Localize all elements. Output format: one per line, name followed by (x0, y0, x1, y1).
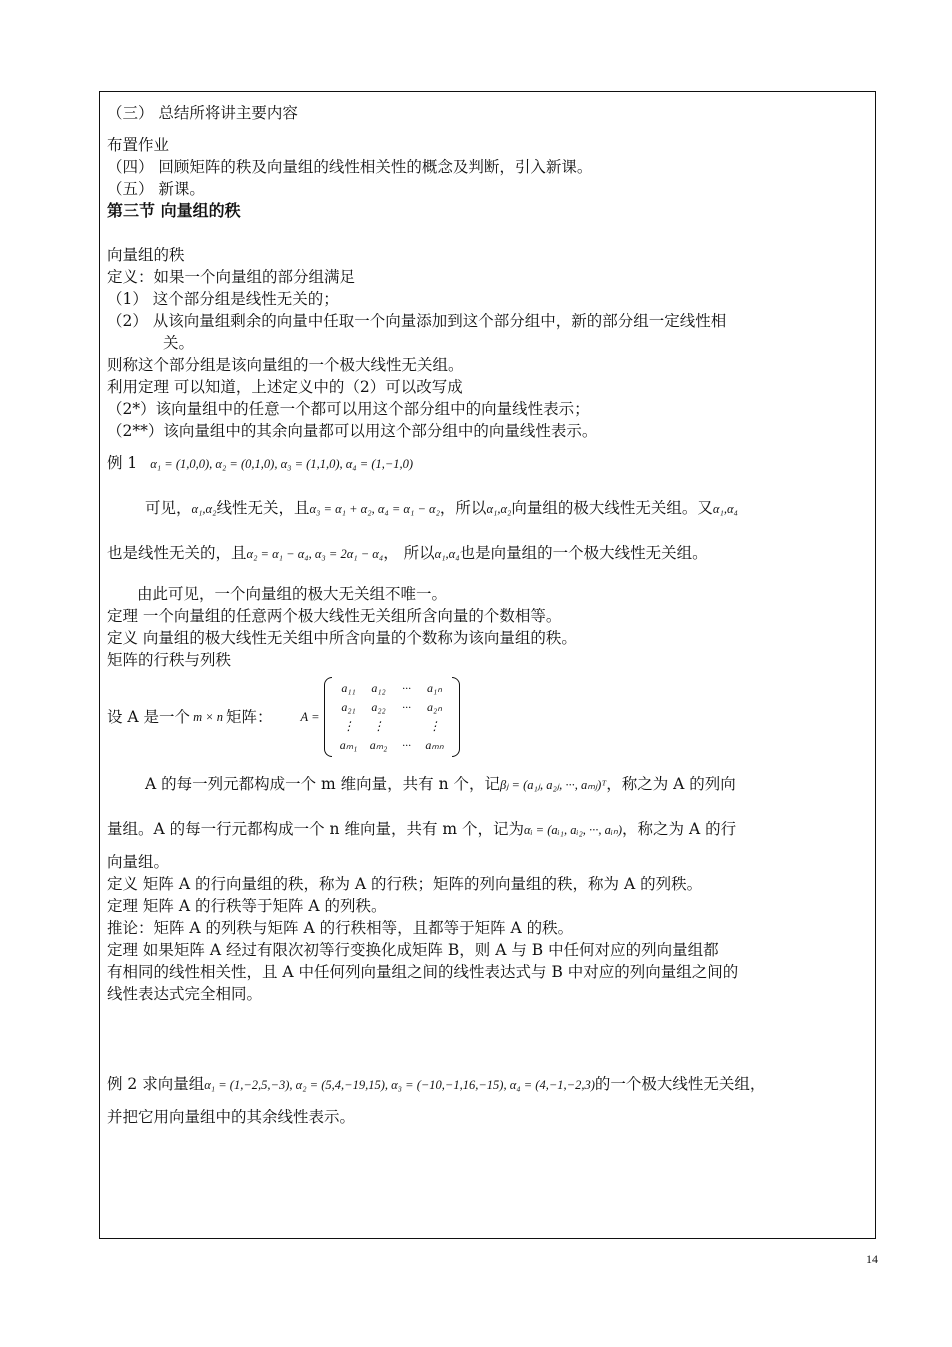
math-expression: α₁,α₄ (434, 547, 460, 561)
text-line: 推论：矩阵 A 的列秩与矩阵 A 的行秩相等，且都等于矩阵 A 的秩。 (107, 919, 574, 937)
page-content (107, 102, 869, 1128)
text-line: 布置作业 (107, 136, 170, 154)
section-heading: 第三节 向量组的秩 (107, 201, 241, 220)
paragraph-line (107, 497, 869, 520)
math-expression: αᵢ = (aᵢ₁, aᵢ₂, ···, aᵢₙ) (524, 823, 623, 837)
matrix-A (301, 677, 460, 757)
text-span: ，称之为 A 的列向 (606, 775, 736, 793)
text-span: 也是线性无关的，且 (107, 544, 247, 562)
matrix-entry: a₂₂ (371, 700, 386, 714)
text-line: （2*）该向量组中的任意一个都可以用这个部分组中的向量线性表示； (107, 400, 590, 418)
text-line: （2） 从该向量组剩余的向量中任取一个向量添加到这个部分组中，新的部分组一定线性相 (107, 312, 727, 330)
text-span: ，称之为 A 的行 (622, 820, 737, 838)
matrix-entry: a₂ₙ (427, 700, 442, 714)
text-line: （三） 总结所将讲主要内容 (107, 104, 298, 122)
text-line: 则称这个部分组是该向量组的一个极大线性无关组。 (107, 356, 464, 374)
text-line: 向量组。 (107, 853, 170, 871)
text-span: ， 所以 (383, 544, 435, 562)
matrix-entry: ⋮ (372, 719, 385, 733)
text-line: 定义 向量组的极大线性无关组中所含向量的个数称为该向量组的秩。 (107, 629, 577, 647)
math-expression: α₂ = α₁ − α₄, α₃ = 2α₁ − α₄ (246, 547, 384, 561)
example-label: 例 1 (107, 454, 138, 472)
text-span: 设 A 是一个 (107, 708, 191, 726)
paragraph-line (107, 773, 869, 796)
math-expression: α₁,α₂ (191, 502, 217, 516)
matrix-brackets (324, 677, 460, 757)
text-span: A 的每一列元都构成一个 m 维向量，共有 n 个，记 (145, 775, 501, 793)
math-expression: α₁,α₄ (712, 502, 738, 516)
example-1 (107, 452, 869, 475)
subsection-title: 向量组的秩 (107, 246, 185, 264)
matrix-entry: aₘₙ (425, 738, 444, 752)
matrix-entry: a₁₁ (341, 681, 356, 695)
math-expression: m × n (193, 710, 224, 724)
text-span: 量组。A 的每一行元都构成一个 n 维向量，共有 m 个，记为 (107, 820, 525, 838)
matrix-entry: ··· (402, 700, 412, 714)
text-span: ，所以 (439, 499, 487, 517)
text-span: 向量组的极大线性无关组。又 (511, 499, 713, 517)
text-line: 定义：如果一个向量组的部分组满足 (107, 268, 356, 286)
math-expression: βⱼ = (a₁ⱼ, a₂ⱼ, ···, aₘⱼ)ᵀ (500, 778, 607, 792)
math-expression: α₁,α₂ (486, 502, 512, 516)
matrix-entry (394, 717, 420, 736)
text-span: 例 2 求向量组 (107, 1075, 205, 1093)
matrix-entry: a₁ₙ (427, 681, 442, 695)
text-line: 线性表达式完全相同。 (107, 985, 263, 1003)
paragraph-line (107, 542, 869, 565)
example-2 (107, 1073, 869, 1096)
text-line: 由此可见，一个向量组的极大无关组不唯一。 (137, 585, 448, 603)
matrix-entry: ⋮ (428, 719, 441, 733)
text-line: 有相同的线性相关性，且 A 中任何列向量组之间的线性表达式与 B 中对应的列向量组之间的 (107, 963, 739, 981)
matrix-label: A = (300, 710, 320, 724)
text-span: 也是向量组的一个极大线性无关组。 (459, 544, 708, 562)
text-span: 的一个极大线性无关组， (594, 1075, 766, 1093)
text-line: （四） 回顾矩阵的秩及向量组的线性相关性的概念及判断，引入新课。 (107, 158, 593, 176)
matrix-entry: ··· (402, 738, 412, 752)
matrix-grid (334, 679, 450, 755)
text-line: 定理 一个向量组的任意两个极大线性无关组所含向量的个数相等。 (107, 607, 562, 625)
text-line: 定理 矩阵 A 的行秩等于矩阵 A 的列秩。 (107, 897, 387, 915)
math-expression: α₁ = (1,−2,5,−3), α₂ = (5,4,−19,15), α₃ = (−10,−1,16,−15), α₄ = (4,−1,−2,3) (204, 1078, 595, 1092)
matrix-entry: aₘ₂ (369, 738, 388, 752)
text-line: 关。 (163, 334, 195, 352)
text-line: （1） 这个部分组是线性无关的； (107, 290, 339, 308)
matrix-entry: a₂₁ (341, 700, 356, 714)
math-expression: α₃ = α₁ + α₂, α₄ = α₁ − α₂ (309, 502, 440, 516)
text-line: （2**）该向量组中的其余向量都可以用这个部分组中的向量线性表示。 (107, 422, 598, 440)
matrix-entry: a₁₂ (371, 681, 386, 695)
text-line: 定理 如果矩阵 A 经过有限次初等行变换化成矩阵 B，则 A 与 B 中任何对应的列向量组都 (107, 941, 719, 959)
paragraph-line (107, 818, 869, 841)
math-expression: α₁ = (1,0,0), α₂ = (0,1,0), α₃ = (1,1,0), α₄ = (1,−1,0) (150, 457, 414, 471)
text-span: 可见， (145, 499, 192, 517)
page-number: 14 (866, 1252, 878, 1266)
matrix-entry: ··· (402, 681, 412, 695)
matrix-entry: ⋮ (342, 719, 355, 733)
text-line: 利用定理 可以知道，上述定义中的（2）可以改写成 (107, 378, 463, 396)
text-line: 并把它用向量组中的其余线性表示。 (107, 1108, 356, 1126)
text-span: 线性无关，且 (216, 499, 310, 517)
matrix-entry: aₘ₁ (339, 738, 358, 752)
subsection-title: 矩阵的行秩与列秩 (107, 651, 232, 669)
text-span: 矩阵： (226, 708, 273, 726)
text-line: （五） 新课。 (107, 180, 205, 198)
text-line: 定义 矩阵 A 的行向量组的秩，称为 A 的行秩；矩阵的列向量组的秩，称为 A 的列秩。 (107, 875, 703, 893)
matrix-definition (107, 671, 869, 763)
